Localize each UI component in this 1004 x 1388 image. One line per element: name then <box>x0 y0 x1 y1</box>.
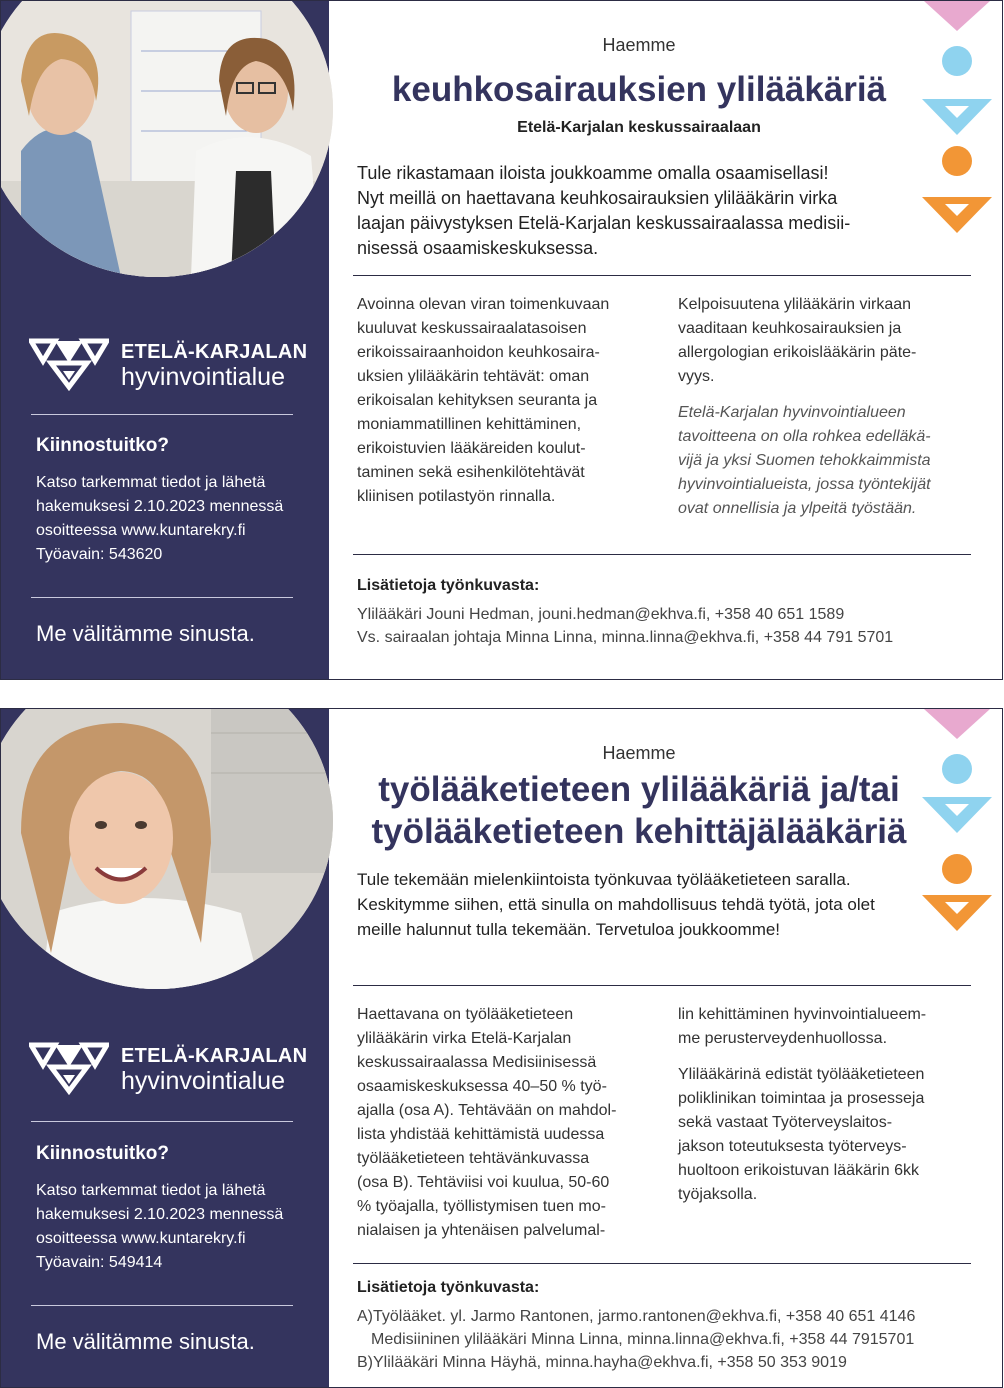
intro-line: nisessä osaamiskeskuksessa. <box>357 238 599 258</box>
body-line: keskussairaalassa Medisiinisessä <box>357 1054 597 1071</box>
photo-woman-smiling <box>0 708 333 989</box>
body-line: uksien ylilääkärin tehtävät: oman <box>357 368 590 385</box>
sidebar-heading: Kiinnostuitko? <box>36 435 169 456</box>
italic-line: hyvinvointialueista, jossa työntekijät <box>678 476 931 493</box>
intro-text <box>357 161 922 261</box>
body-line: taminen sekä esihenkilötehtävät <box>357 464 585 481</box>
headline <box>329 769 949 853</box>
body-line: Ylilääkärinä edistät työlääketieteen <box>678 1066 925 1083</box>
blue-circle-icon <box>942 46 972 76</box>
job-ad-occupational-medicine <box>0 708 1003 1388</box>
logo-text-org: hyvinvointialue <box>121 363 285 391</box>
pink-triangle-icon <box>924 1 990 31</box>
decorative-shapes <box>912 1 1002 241</box>
body-line: Avoinna olevan viran toimenkuvaan <box>357 296 610 313</box>
column-left <box>357 1003 647 1243</box>
contact-list <box>357 603 893 649</box>
body-line: % työajalla, työllistymisen tuen mo- <box>357 1198 606 1215</box>
body-line: moniammatillinen kehittäminen, <box>357 416 582 433</box>
sidebar-line-job-key: Työavain: 543620 <box>36 546 163 563</box>
italic-line: vijä ja yksi Suomen tehokkaimmista <box>678 452 931 469</box>
headline-line: työlääketieteen kehittäjälääkäriä <box>371 812 907 851</box>
divider <box>31 414 293 415</box>
contact-list <box>357 1305 915 1374</box>
orange-circle-icon <box>942 854 972 884</box>
intro-line: Tule rikastamaan iloista joukkoamme omalla osaamisellasi! <box>357 163 829 183</box>
photo-two-women <box>0 0 333 277</box>
sidebar-line: Katso tarkemmat tiedot ja lähetä <box>36 1182 266 1199</box>
headline <box>329 69 949 111</box>
divider <box>31 1305 293 1306</box>
divider <box>353 985 971 986</box>
orange-circle-icon <box>942 146 972 176</box>
italic-line: tavoitteena on olla rohkea edelläkä- <box>678 428 931 445</box>
headline-line: keuhkosairauksien ylilääkäriä <box>391 70 887 109</box>
slogan: Me välitämme sinusta. <box>36 621 255 646</box>
body-line: kliinisen potilastyön rinnalla. <box>357 488 556 505</box>
intro-line: meille halunnut tulla tekemään. Tervetuloa joukkoomme! <box>357 920 781 939</box>
slogan: Me välitämme sinusta. <box>36 1329 255 1354</box>
sidebar-line: osoitteessa www.kuntarekry.fi <box>36 1230 246 1247</box>
job-ad-pulmonology <box>0 0 1003 680</box>
logo-text-region: ETELÄ-KARJALAN <box>121 1045 308 1067</box>
body-line: erikoistuvien lääkäreiden koulut- <box>357 440 586 457</box>
sidebar-details <box>36 471 316 567</box>
body-line: vaaditaan keuhkosairauksien ja <box>678 320 902 337</box>
column-right <box>678 293 968 521</box>
body-line: työlääketieteen tehtävänkuvassa <box>357 1150 590 1167</box>
italic-line: Etelä-Karjalan hyvinvointialueen <box>678 404 906 421</box>
body-line: Haettavana on työlääketieteen <box>357 1006 574 1023</box>
sidebar-line: hakemuksesi 2.10.2023 mennessä <box>36 1206 284 1223</box>
eyebrow: Haemme <box>602 743 676 763</box>
body-line: ajalla (osa A). Tehtävään on mahdol- <box>357 1102 617 1119</box>
body-line: nialaisen ja yhtenäisen palvelumal- <box>357 1222 606 1239</box>
sidebar-line-job-key: Työavain: 549414 <box>36 1254 163 1271</box>
brand-logo <box>29 1035 309 1101</box>
sidebar-line: hakemuksesi 2.10.2023 mennessä <box>36 498 284 515</box>
body-line: sekä vastaat Työterveyslaitos- <box>678 1114 893 1131</box>
pink-triangle-icon <box>924 709 990 739</box>
logo-mark-icon <box>29 331 109 391</box>
body-line: Kelpoisuutena ylilääkärin virkaan <box>678 296 912 313</box>
body-line: osaamiskeskuksessa 40–50 % työ- <box>357 1078 607 1095</box>
body-line: vyys. <box>678 368 715 385</box>
body-line: erikoissairaanhoidon keuhkosaira- <box>357 344 600 361</box>
logo-text-region: ETELÄ-KARJALAN <box>121 341 308 363</box>
contact-line: Medisiininen ylilääkäri Minna Linna, minna.linna@ekhva.fi, +358 44 7915701 <box>371 1331 915 1348</box>
intro-line: Nyt meillä on haettavana keuhkosairauksien ylilääkärin virka <box>357 188 838 208</box>
intro-line: Tule tekemään mielenkiintoista työnkuvaa työlääketieteen saralla. <box>357 870 851 889</box>
sidebar <box>1 1 329 679</box>
body-line: me perusterveydenhuollossa. <box>678 1030 888 1047</box>
headline-line: työlääketieteen ylilääkäriä ja/tai <box>378 770 900 809</box>
body-line: lin kehittäminen hyvinvointialueem- <box>678 1006 927 1023</box>
divider <box>353 554 971 555</box>
intro-line: Keskitymme siihen, että sinulla on mahdollisuus tehdä työtä, jota olet <box>357 895 875 914</box>
column-left <box>357 293 647 509</box>
body-line: lista yhdistää kehittämistä uudessa <box>357 1126 605 1143</box>
contact-heading: Lisätietoja työnkuvasta: <box>357 577 540 594</box>
divider <box>31 1121 293 1122</box>
body-line: huoltoon erikoistuvan lääkärin 6kk <box>678 1162 920 1179</box>
blue-circle-icon <box>942 754 972 784</box>
decorative-shapes <box>912 709 1002 949</box>
divider <box>353 1263 971 1264</box>
body-line: allergologian erikoislääkärin päte- <box>678 344 917 361</box>
contact-line: A)Työlääket. yl. Jarmo Rantonen, jarmo.rantonen@ekhva.fi, +358 40 651 4146 <box>357 1308 916 1325</box>
body-line: työjaksolla. <box>678 1186 758 1203</box>
divider <box>353 275 971 276</box>
body-line: ylilääkärin virka Etelä-Karjalan <box>357 1030 572 1047</box>
body-line: erikoisalan kehityksen seuranta ja <box>357 392 598 409</box>
column-right <box>678 1003 968 1207</box>
italic-line: ovat onnellisia ja ylpeitä työstään. <box>678 500 917 517</box>
body-line: poliklinikan toimintaa ja prosesseja <box>678 1090 925 1107</box>
subheadline: Etelä-Karjalan keskussairaalaan <box>517 119 761 136</box>
contact-line: Vs. sairaalan johtaja Minna Linna, minna.linna@ekhva.fi, +358 44 791 5701 <box>357 629 894 646</box>
sidebar-heading: Kiinnostuitko? <box>36 1143 169 1164</box>
body-line: kuuluvat keskussairaalatasoisen <box>357 320 587 337</box>
sidebar-line: Katso tarkemmat tiedot ja lähetä <box>36 474 266 491</box>
brand-logo <box>29 331 309 397</box>
sidebar-details <box>36 1179 316 1275</box>
body-line: jakson toteutuksesta työterveys- <box>678 1138 907 1155</box>
contact-line: Ylilääkäri Jouni Hedman, jouni.hedman@ekhva.fi, +358 40 651 1589 <box>357 606 845 623</box>
body-line: (osa B). Tehtäviisi voi kuulua, 50-60 <box>357 1174 610 1191</box>
logo-mark-icon <box>29 1035 109 1095</box>
sidebar-line: osoitteessa www.kuntarekry.fi <box>36 522 246 539</box>
intro-line: laajan päivystyksen Etelä-Karjalan keskussairaalassa medisii- <box>357 213 851 233</box>
eyebrow: Haemme <box>602 35 676 55</box>
ad-content <box>329 1 1002 679</box>
sidebar <box>1 709 329 1387</box>
intro-text <box>357 867 922 942</box>
contact-line: B)Ylilääkäri Minna Häyhä, minna.hayha@ekhva.fi, +358 50 353 9019 <box>357 1354 847 1371</box>
logo-text-org: hyvinvointialue <box>121 1067 285 1095</box>
divider <box>31 597 293 598</box>
ad-content <box>329 709 1002 1387</box>
contact-heading: Lisätietoja työnkuvasta: <box>357 1279 540 1296</box>
